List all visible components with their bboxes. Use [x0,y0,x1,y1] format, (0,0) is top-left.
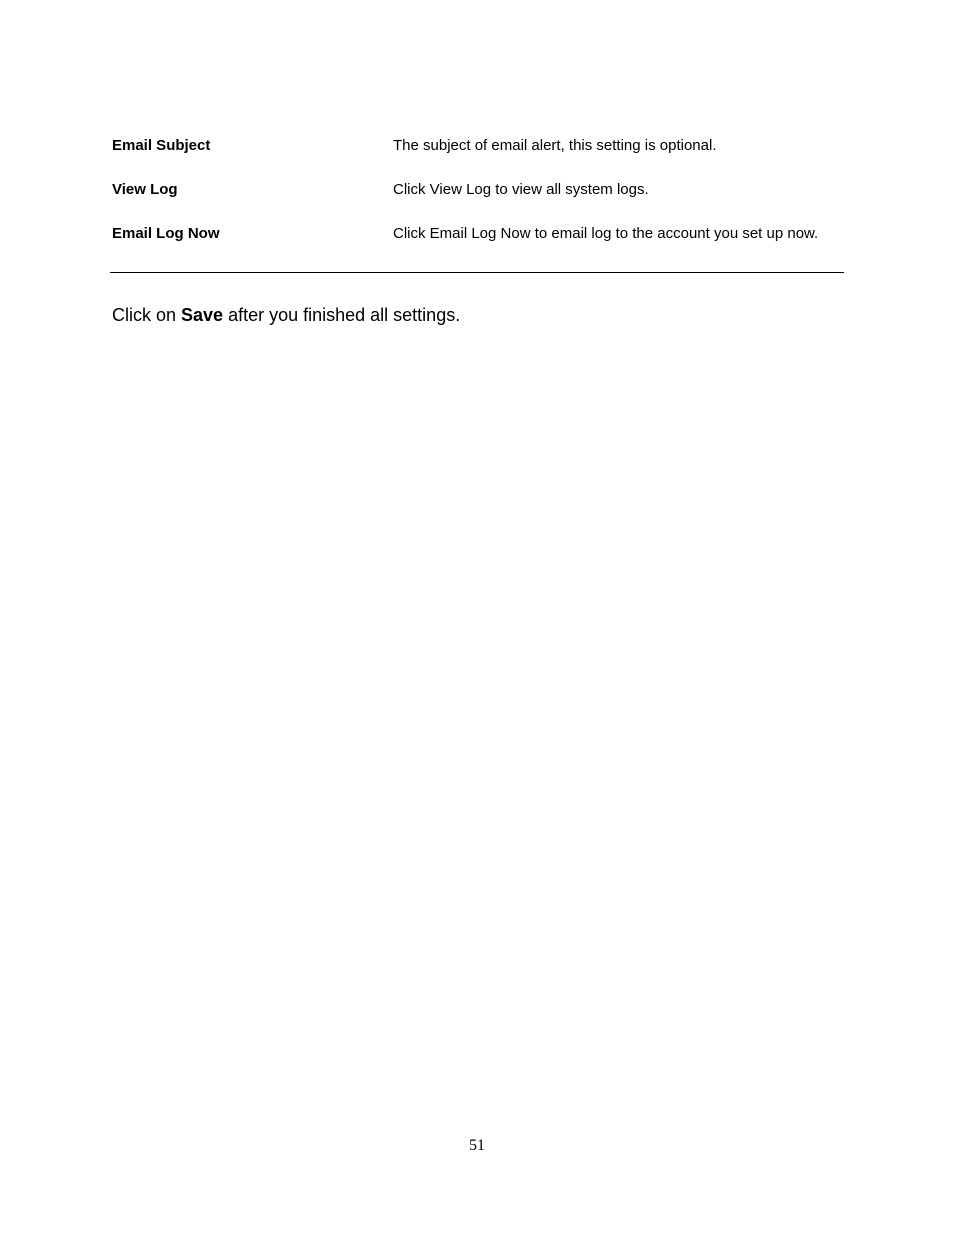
table-bottom-rule [110,272,844,273]
setting-term: Email Subject [112,137,211,154]
settings-row [112,133,844,177]
save-keyword: Save [181,305,224,325]
save-instruction-suffix: after you finished all settings. [223,305,461,325]
settings-row [112,221,844,265]
settings-description-table [112,133,844,265]
settings-row [112,177,844,221]
setting-description: Click Email Log Now to email log to the account you set up now. [393,225,819,242]
setting-description: The subject of email alert, this setting is optional. [393,137,717,154]
setting-term: View Log [112,181,178,198]
save-instruction-prefix: Click on [112,305,182,325]
setting-description: Click View Log to view all system logs. [393,181,649,198]
setting-term: Email Log Now [112,225,220,242]
page-number: 51 [469,1137,485,1154]
save-instruction [112,304,460,326]
